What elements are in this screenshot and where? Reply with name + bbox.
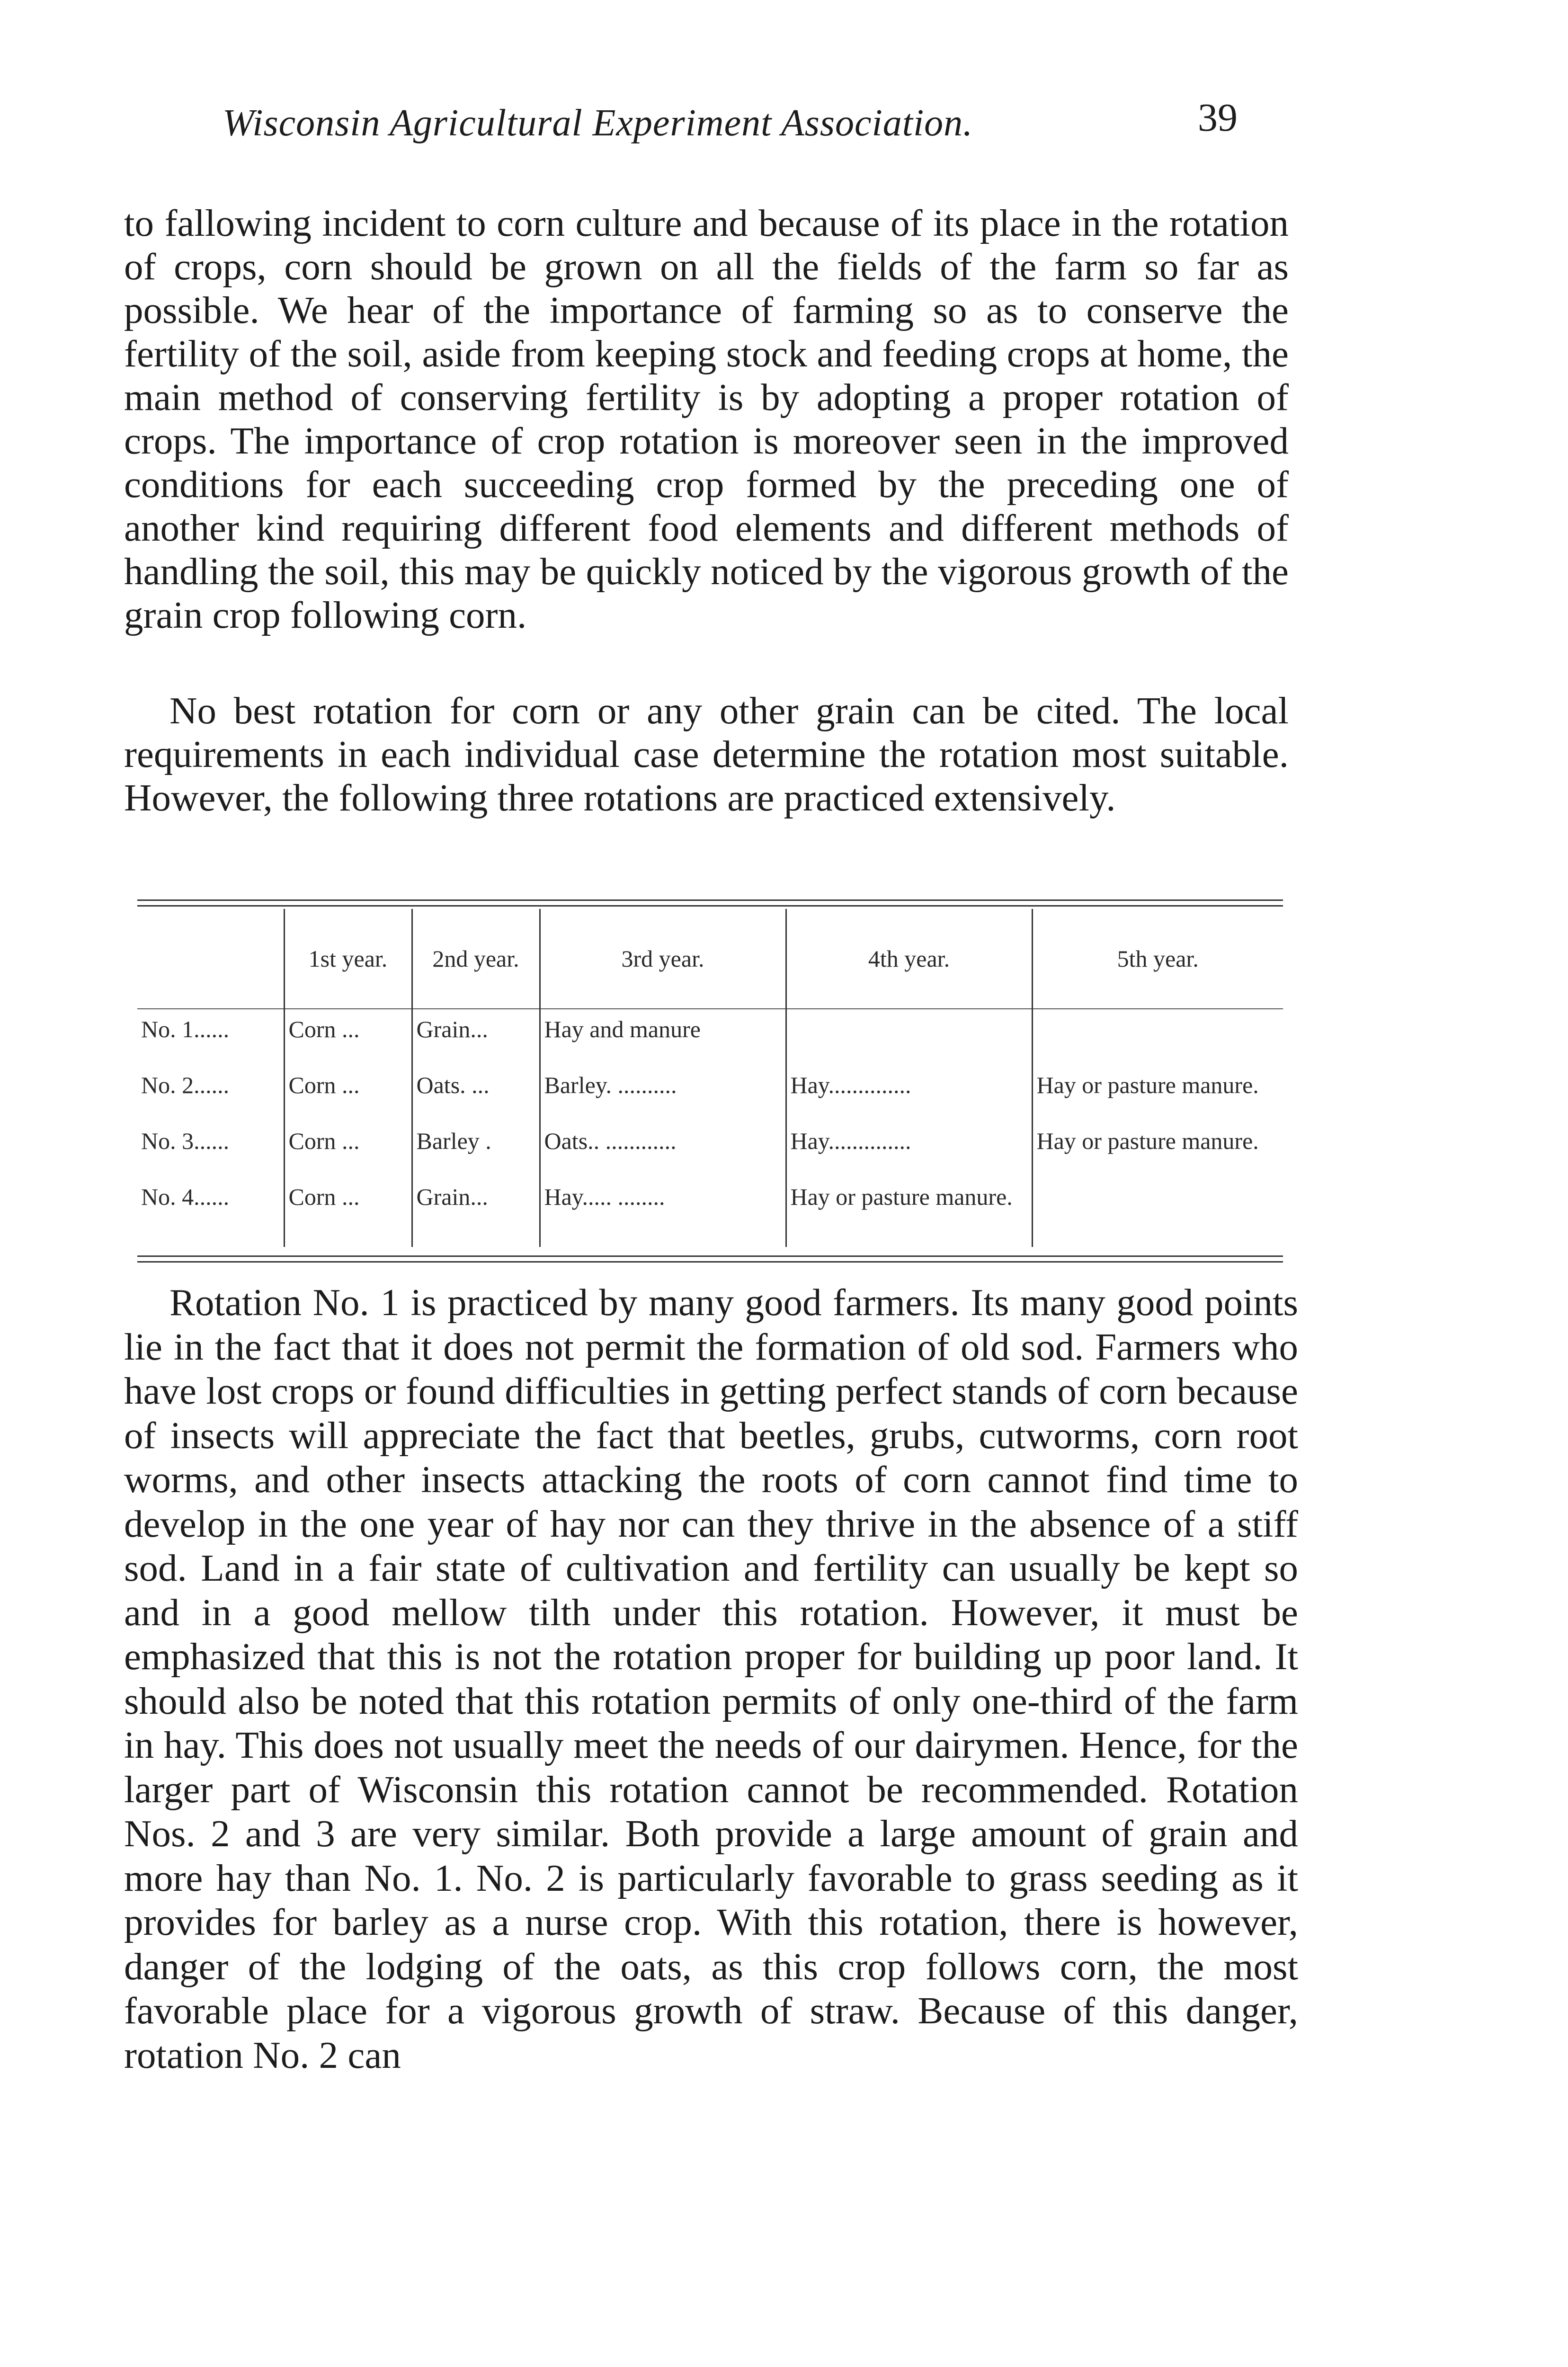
- table-header-cell: 1st year.: [284, 909, 412, 1009]
- table-header-cell: 4th year.: [786, 909, 1032, 1009]
- table-cell: No. 2......: [141, 1072, 230, 1098]
- table-top-rule: [137, 899, 1283, 901]
- table-cell: No. 3......: [141, 1128, 230, 1154]
- paragraph-best-rotation: No best rotation for corn or any other grain can be cited. The local requirements in each individual case determine the rotation most suitable. However, the following three rotations are practiced extensively.: [124, 689, 1289, 819]
- table-cell: Oats. ...: [412, 1065, 540, 1121]
- page-number: 39: [1198, 96, 1238, 140]
- table-row: [137, 1065, 1283, 1121]
- table-row: [137, 1177, 1283, 1247]
- table-header-row: [137, 909, 1283, 1009]
- table-cell: Hay and manure: [540, 1009, 786, 1065]
- table-cell: Corn ...: [284, 1009, 412, 1065]
- table-row: [137, 1009, 1283, 1065]
- table-cell: Oats.. ............: [540, 1121, 786, 1177]
- table-cell: No. 4......: [141, 1184, 230, 1210]
- rotation-table: [137, 909, 1283, 1247]
- table-cell: Hay or pasture manure.: [1032, 1121, 1283, 1177]
- paragraph-corn-fertility: to fallowing incident to corn culture and because of its place in the rotation of crops, corn should be grown on all the fields of the farm so far as possible. We hear of the importance of farming so as to conserve the fertility of the soil, aside from keeping stock and feeding crops at home, the main method of conserving fertility is by adopting a proper rotation of crops. The importance of crop rotation is moreover seen in the improved conditions for each succeeding crop formed by the preceding one of another kind requiring different food elements and different methods of handling the soil, this may be quickly noticed by the vigorous growth of the grain crop following corn.: [124, 202, 1289, 636]
- table-cell: [786, 1009, 1032, 1065]
- table-cell: Hay or pasture manure.: [1032, 1065, 1283, 1121]
- table-cell: Grain...: [412, 1177, 540, 1247]
- table-cell: Barley .: [412, 1121, 540, 1177]
- table-cell: Grain...: [412, 1009, 540, 1065]
- table-cell: Hay..............: [786, 1121, 1032, 1177]
- paragraph-rotation-discussion: Rotation No. 1 is practiced by many good farmers. Its many good points lie in the fact that it does not permit the formation of old sod. Farmers who have lost crops or found difficulties in getting perfect stands of corn because of insects will appreciate the fact that beetles, grubs, cutworms, corn root worms, and other insects attacking the roots of corn cannot find time to develop in the one year of hay nor can they thrive in the absence of a stiff sod. Land in a fair state of cultivation and fertility can usually be kept so and in a good mellow tilth under this rotation. However, it must be emphasized that this is not the rotation proper for building up poor land. It should also be noted that this rotation permits of only one-third of the farm in hay. This does not usually meet the needs of our dairymen. Hence, for the larger part of Wisconsin this rotation cannot be recommended. Rotation Nos. 2 and 3 are very similar. Both provide a large amount of grain and more hay than No. 1. No. 2 is particularly favorable to grass seeding as it provides for barley as a nurse crop. With this rotation, there is however, danger of the lodging of the oats, as this crop follows corn, the most favorable place for a vigorous growth of straw. Because of this danger, rotation No. 2 can: [124, 1281, 1298, 2076]
- table-top-rule-2: [137, 905, 1283, 907]
- table-header-cell: [137, 909, 284, 1009]
- table-cell: Hay..... ........: [540, 1177, 786, 1247]
- table-cell: Corn ...: [284, 1177, 412, 1247]
- table-cell: Hay..............: [786, 1065, 1032, 1121]
- table-cell: No. 1......: [141, 1016, 230, 1042]
- table-bottom-rule: [137, 1255, 1283, 1257]
- table-cell: [1032, 1177, 1283, 1247]
- table-header-cell: 5th year.: [1032, 909, 1283, 1009]
- table-header-cell: 2nd year.: [412, 909, 540, 1009]
- table-header-cell: 3rd year.: [540, 909, 786, 1009]
- table-cell: Hay or pasture manure.: [786, 1177, 1032, 1247]
- table-cell: Corn ...: [284, 1065, 412, 1121]
- table-cell: Corn ...: [284, 1121, 412, 1177]
- table-row: [137, 1121, 1283, 1177]
- running-head: Wisconsin Agricultural Experiment Association.: [223, 102, 973, 144]
- table-cell: [1032, 1009, 1283, 1065]
- table-bottom-rule-2: [137, 1261, 1283, 1263]
- table-cell: Barley. ..........: [540, 1065, 786, 1121]
